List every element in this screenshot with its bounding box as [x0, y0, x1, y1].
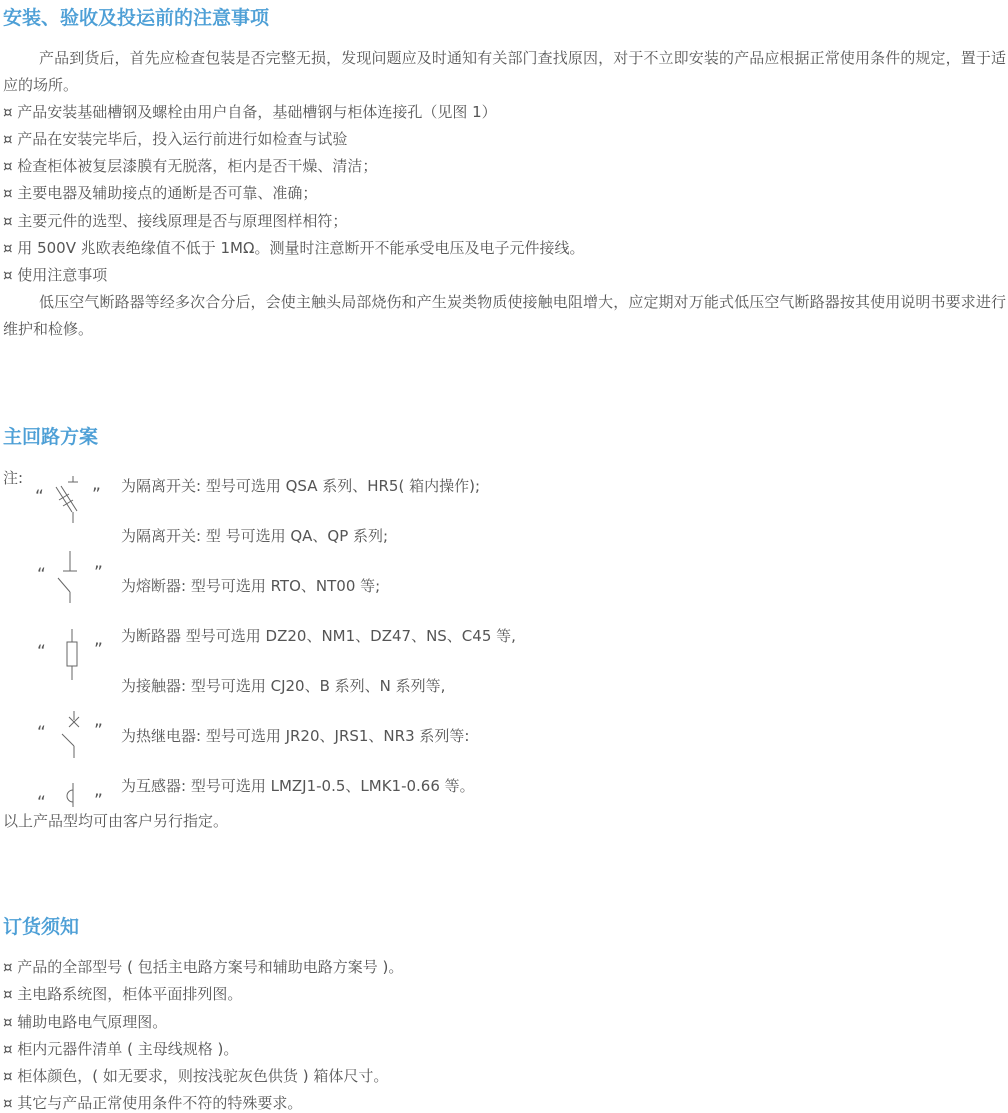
open-quote: “	[37, 642, 46, 662]
note-label: 注:	[3, 469, 24, 487]
close-quote: ”	[94, 721, 103, 741]
isolating-switch-symbol-icon	[50, 472, 90, 524]
circuit-breaker-symbol-icon	[58, 628, 86, 682]
list-item: ¤ 主要元件的选型、接线原理是否与原理图样相符；	[3, 212, 348, 230]
list-item: ¤ 用 500V 兆欧表绝缘值不低于 1MΩ。测量时注意断开不能承受电压及电子元件接线。	[3, 239, 585, 257]
list-item: ¤ 产品的全部型号 ( 包括主电路方案号和辅助电路方案号 )。	[3, 958, 404, 976]
list-item: ¤ 其它与产品正常使用条件不符的特殊要求。	[3, 1094, 303, 1112]
list-item: ¤ 柜内元器件清单 ( 主母线规格 )。	[3, 1040, 239, 1058]
fuse-switch-symbol-icon	[52, 548, 88, 604]
section-title-inspection: 安装、验收及投运前的注意事项	[3, 7, 270, 29]
usage-paragraph: 低压空气断路器等经多次合分后，会使主触头局部烧伤和产生炭类物质使接触电阻增大，应定期对万能式低压空气断路器按其使用说明书要求进行维护和检修。	[3, 293, 1006, 338]
list-item: ¤ 主电路系统图，柜体平面排列图。	[3, 985, 243, 1003]
list-item: ¤ 主要电器及辅助接点的通断是否可靠、准确；	[3, 184, 318, 202]
open-quote: “	[35, 487, 44, 507]
main-circuit-footer: 以上产品型均可由客户另行指定。	[3, 812, 229, 830]
list-item: ¤ 柜体颜色，( 如无要求，则按浅驼灰色供货 ) 箱体尺寸。	[3, 1067, 389, 1085]
list-item: ¤ 产品在安装完毕后，投入运行前进行如检查与试验	[3, 130, 348, 148]
close-quote: ”	[94, 640, 103, 660]
section-title-ordering: 订货须知	[3, 916, 80, 938]
open-quote: “	[37, 793, 46, 813]
open-quote: “	[37, 723, 46, 743]
symbol-description: 为热继电器: 型号可选用 JR20、JRS1、NR3 系列等:	[121, 727, 470, 745]
symbol-description: 为隔离开关: 型 号可选用 QA、QP 系列;	[121, 527, 389, 545]
current-transformer-symbol-icon	[60, 782, 84, 808]
symbol-description: 为熔断器: 型号可选用 RTO、NT00 等;	[121, 577, 381, 595]
close-quote: ”	[94, 563, 103, 583]
list-item: ¤ 产品安装基础槽钢及螺栓由用户自备，基础槽钢与柜体连接孔（见图 1）	[3, 103, 497, 121]
symbol-description: 为接触器: 型号可选用 CJ20、B 系列、N 系列等,	[121, 677, 446, 695]
symbol-description: 为互感器: 型号可选用 LMZJ1-0.5、LMK1-0.66 等。	[121, 777, 475, 795]
symbol-description: 为隔离开关: 型号可选用 QSA 系列、HR5( 箱内操作);	[121, 477, 480, 495]
list-item: ¤ 辅助电路电气原理图。	[3, 1013, 168, 1031]
open-quote: “	[37, 565, 46, 585]
close-quote: ”	[94, 791, 103, 811]
close-quote: ”	[92, 485, 101, 505]
section-title-main-circuit: 主回路方案	[3, 426, 99, 448]
thermal-relay-symbol-icon	[56, 708, 88, 760]
symbol-description: 为断路器 型号可选用 DZ20、NM1、DZ47、NS、C45 等,	[121, 627, 516, 645]
list-item: ¤ 使用注意事项	[3, 266, 108, 284]
list-item: ¤ 检查柜体被复层漆膜有无脱落，柜内是否干燥、清洁；	[3, 157, 378, 175]
intro-paragraph: 产品到货后，首先应检查包装是否完整无损，发现问题应及时通知有关部门查找原因，对于不立即安装的产品应根据正常使用条件的规定，置于适应的场所。	[3, 49, 1006, 94]
